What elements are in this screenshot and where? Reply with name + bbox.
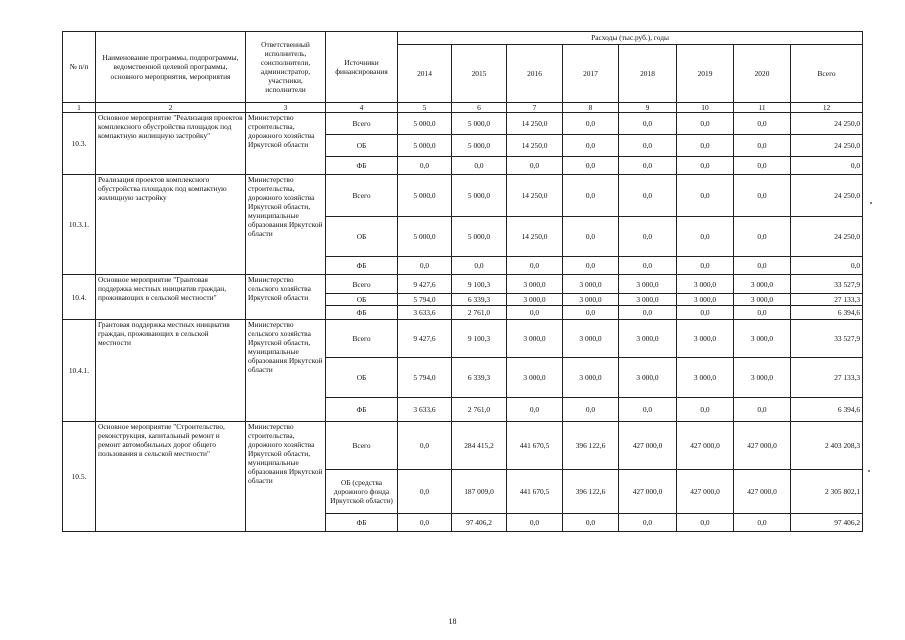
year-value: 3 000,0 (619, 294, 677, 306)
total-value: 2 305 802,1 (791, 470, 863, 514)
year-value: 0,0 (563, 257, 619, 275)
column-number: 8 (563, 103, 619, 113)
year-value: 5 000,0 (398, 135, 452, 157)
year-value: 0,0 (619, 398, 677, 422)
funding-source: ОБ (326, 358, 398, 398)
year-value: 3 000,0 (734, 358, 791, 398)
year-value: 0,0 (677, 217, 734, 257)
year-value: 0,0 (619, 113, 677, 135)
year-value: 3 000,0 (563, 358, 619, 398)
year-value: 0,0 (734, 514, 791, 532)
year-value: 0,0 (619, 175, 677, 217)
column-number: 2 (96, 103, 246, 113)
row-number: 10.3.1. (63, 175, 96, 275)
year-value: 0,0 (398, 422, 452, 470)
executor: Министерство сельского хозяйства Иркутской области, муниципальные образования Иркутской области (246, 320, 326, 422)
year-value: 0,0 (619, 135, 677, 157)
year-value: 0,0 (677, 257, 734, 275)
year-value: 3 000,0 (507, 358, 563, 398)
year-value: 0,0 (507, 514, 563, 532)
total-value: 6 394,6 (791, 306, 863, 320)
year-value: 3 000,0 (563, 294, 619, 306)
year-value: 6 339,3 (452, 294, 507, 306)
column-number: 4 (326, 103, 398, 113)
column-number-row (63, 103, 863, 113)
program-name: Основное мероприятие "Реализация проектов комплексного обустройства площадок под компактную жилищную застройку" (96, 113, 246, 175)
year-value: 284 415,2 (452, 422, 507, 470)
year-value: 2 761,0 (452, 306, 507, 320)
year-value: 3 000,0 (677, 320, 734, 358)
year-value: 0,0 (563, 398, 619, 422)
year-value: 427 000,0 (734, 470, 791, 514)
column-number: 9 (619, 103, 677, 113)
header-year: 2017 (563, 45, 619, 103)
column-number: 5 (398, 103, 452, 113)
year-value: 0,0 (619, 217, 677, 257)
column-number: 12 (791, 103, 863, 113)
total-value: 24 250,0 (791, 217, 863, 257)
funding-source: ОБ (326, 217, 398, 257)
year-value: 3 633,6 (398, 398, 452, 422)
year-value: 9 100,3 (452, 275, 507, 294)
year-value: 0,0 (677, 135, 734, 157)
funding-source: ФБ (326, 398, 398, 422)
year-value: 3 000,0 (563, 275, 619, 294)
year-value: 3 000,0 (734, 275, 791, 294)
year-value: 3 000,0 (507, 275, 563, 294)
year-value: 3 000,0 (619, 358, 677, 398)
year-value: 0,0 (677, 306, 734, 320)
header-year: 2016 (507, 45, 563, 103)
year-value: 187 009,0 (452, 470, 507, 514)
funding-source: Всего (326, 175, 398, 217)
year-value: 6 339,3 (452, 358, 507, 398)
year-value: 0,0 (619, 306, 677, 320)
year-value: 5 794,0 (398, 294, 452, 306)
year-value: 5 000,0 (452, 175, 507, 217)
year-value: 9 427,6 (398, 320, 452, 358)
year-value: 0,0 (734, 113, 791, 135)
year-value: 0,0 (677, 514, 734, 532)
year-value: 5 000,0 (452, 217, 507, 257)
year-value: 5 000,0 (398, 113, 452, 135)
year-value: 5 000,0 (398, 217, 452, 257)
year-value: 0,0 (734, 306, 791, 320)
funding-source: Всего (326, 113, 398, 135)
total-value: 0,0 (791, 257, 863, 275)
header-year: 2019 (677, 45, 734, 103)
year-value: 441 670,5 (507, 422, 563, 470)
year-value: 0,0 (677, 157, 734, 175)
year-value: 14 250,0 (507, 113, 563, 135)
column-number: 6 (452, 103, 507, 113)
funding-source: Всего (326, 320, 398, 358)
year-value: 3 000,0 (563, 320, 619, 358)
year-value: 0,0 (563, 175, 619, 217)
header-expenses: Расходы (тыс.руб.), годы (398, 32, 863, 45)
year-value: 0,0 (734, 135, 791, 157)
program-name: Основное мероприятие "Грантовая поддержка местных инициатив граждан, проживающих в сельской местности" (96, 275, 246, 320)
year-value: 0,0 (398, 157, 452, 175)
funding-source: Всего (326, 422, 398, 470)
table-row (63, 113, 863, 135)
year-value: 0,0 (563, 217, 619, 257)
funding-source: Всего (326, 275, 398, 294)
scan-speck (868, 470, 870, 472)
header-year: 2020 (734, 45, 791, 103)
table-row (63, 422, 863, 470)
total-value: 24 250,0 (791, 135, 863, 157)
row-number: 10.5. (63, 422, 96, 532)
year-value: 0,0 (677, 175, 734, 217)
year-value: 396 122,6 (563, 470, 619, 514)
year-value: 0,0 (734, 257, 791, 275)
header-source: Источники финансирования (326, 32, 398, 103)
year-value: 3 000,0 (677, 358, 734, 398)
year-value: 0,0 (507, 157, 563, 175)
year-value: 0,0 (734, 175, 791, 217)
row-number: 10.4. (63, 275, 96, 320)
total-value: 33 527,9 (791, 275, 863, 294)
funding-source: ОБ (326, 135, 398, 157)
year-value: 427 000,0 (734, 422, 791, 470)
column-number: 7 (507, 103, 563, 113)
executor: Министерство строительства, дорожного хозяйства Иркутской области, муниципальные образования Иркутской области (246, 422, 326, 532)
column-number: 3 (246, 103, 326, 113)
header-year: 2015 (452, 45, 507, 103)
year-value: 0,0 (507, 306, 563, 320)
year-value: 3 000,0 (734, 294, 791, 306)
executor: Министерство сельского хозяйства Иркутской области (246, 275, 326, 320)
executor: Министерство строительства, дорожного хозяйства Иркутской области, муниципальные образования Иркутской области (246, 175, 326, 275)
funding-source: ФБ (326, 157, 398, 175)
year-value: 0,0 (507, 257, 563, 275)
total-value: 24 250,0 (791, 175, 863, 217)
total-value: 2 403 208,3 (791, 422, 863, 470)
year-value: 0,0 (398, 514, 452, 532)
header-year: 2014 (398, 45, 452, 103)
expenses-table (62, 31, 863, 532)
year-value: 427 000,0 (619, 422, 677, 470)
total-value: 97 406,2 (791, 514, 863, 532)
year-value: 3 000,0 (507, 320, 563, 358)
program-name: Грантовая поддержка местных инициатив граждан, проживающих в сельской местности (96, 320, 246, 422)
year-value: 396 122,6 (563, 422, 619, 470)
year-value: 0,0 (619, 157, 677, 175)
header-executor: Ответственный исполнитель, соисполнители, администратор, участники, исполнители (246, 32, 326, 103)
year-value: 3 000,0 (507, 294, 563, 306)
funding-source: ОБ (средства дорожного фонда Иркутской области) (326, 470, 398, 514)
total-value: 24 250,0 (791, 113, 863, 135)
year-value: 0,0 (452, 157, 507, 175)
executor: Министерство строительства, дорожного хозяйства Иркутской области (246, 113, 326, 175)
year-value: 9 427,6 (398, 275, 452, 294)
funding-source: ФБ (326, 514, 398, 532)
year-value: 441 670,5 (507, 470, 563, 514)
year-value: 5 794,0 (398, 358, 452, 398)
year-value: 0,0 (563, 113, 619, 135)
funding-source: ОБ (326, 294, 398, 306)
table-row (63, 320, 863, 358)
total-value: 27 133,3 (791, 294, 863, 306)
year-value: 427 000,0 (677, 422, 734, 470)
year-value: 3 000,0 (619, 320, 677, 358)
total-value: 0,0 (791, 157, 863, 175)
year-value: 0,0 (563, 514, 619, 532)
year-value: 9 100,3 (452, 320, 507, 358)
column-number: 11 (734, 103, 791, 113)
year-value: 3 000,0 (677, 294, 734, 306)
year-value: 5 000,0 (452, 135, 507, 157)
total-value: 33 527,9 (791, 320, 863, 358)
year-value: 3 000,0 (677, 275, 734, 294)
year-value: 0,0 (452, 257, 507, 275)
year-value: 0,0 (734, 157, 791, 175)
year-value: 97 406,2 (452, 514, 507, 532)
year-value: 2 761,0 (452, 398, 507, 422)
year-value: 3 633,6 (398, 306, 452, 320)
year-value: 0,0 (619, 257, 677, 275)
table-row (63, 275, 863, 294)
header-num: № п/п (63, 32, 96, 103)
page-number: 18 (448, 617, 457, 626)
header-year: 2018 (619, 45, 677, 103)
header-total: Всего (791, 45, 863, 103)
header-name: Наименование программы, подпрограммы, ведомственной целевой программы, основного мероприятия, мероприятия (96, 32, 246, 103)
program-name: Реализация проектов комплексного обустройства площадок под компактную жилищную застройку (96, 175, 246, 275)
year-value: 14 250,0 (507, 217, 563, 257)
total-value: 6 394,6 (791, 398, 863, 422)
year-value: 427 000,0 (677, 470, 734, 514)
funding-source: ФБ (326, 306, 398, 320)
row-number: 10.4.1. (63, 320, 96, 422)
column-number: 1 (63, 103, 96, 113)
year-value: 0,0 (563, 306, 619, 320)
year-value: 0,0 (398, 470, 452, 514)
year-value: 0,0 (507, 398, 563, 422)
year-value: 0,0 (734, 217, 791, 257)
year-value: 3 000,0 (734, 320, 791, 358)
program-name: Основное мероприятие "Строительство, реконструкция, капитальный ремонт и ремонт автомобильных дорог общего пользования в сельской местности" (96, 422, 246, 532)
year-value: 14 250,0 (507, 135, 563, 157)
year-value: 14 250,0 (507, 175, 563, 217)
year-value: 0,0 (563, 157, 619, 175)
total-value: 27 133,3 (791, 358, 863, 398)
row-number: 10.3. (63, 113, 96, 175)
year-value: 0,0 (563, 135, 619, 157)
year-value: 5 000,0 (398, 175, 452, 217)
year-value: 3 000,0 (619, 275, 677, 294)
year-value: 427 000,0 (619, 470, 677, 514)
year-value: 0,0 (398, 257, 452, 275)
year-value: 5 000,0 (452, 113, 507, 135)
funding-source: ФБ (326, 257, 398, 275)
year-value: 0,0 (677, 113, 734, 135)
year-value: 0,0 (619, 514, 677, 532)
year-value: 0,0 (677, 398, 734, 422)
column-number: 10 (677, 103, 734, 113)
scan-speck (870, 202, 872, 204)
table-row (63, 175, 863, 217)
year-value: 0,0 (734, 398, 791, 422)
